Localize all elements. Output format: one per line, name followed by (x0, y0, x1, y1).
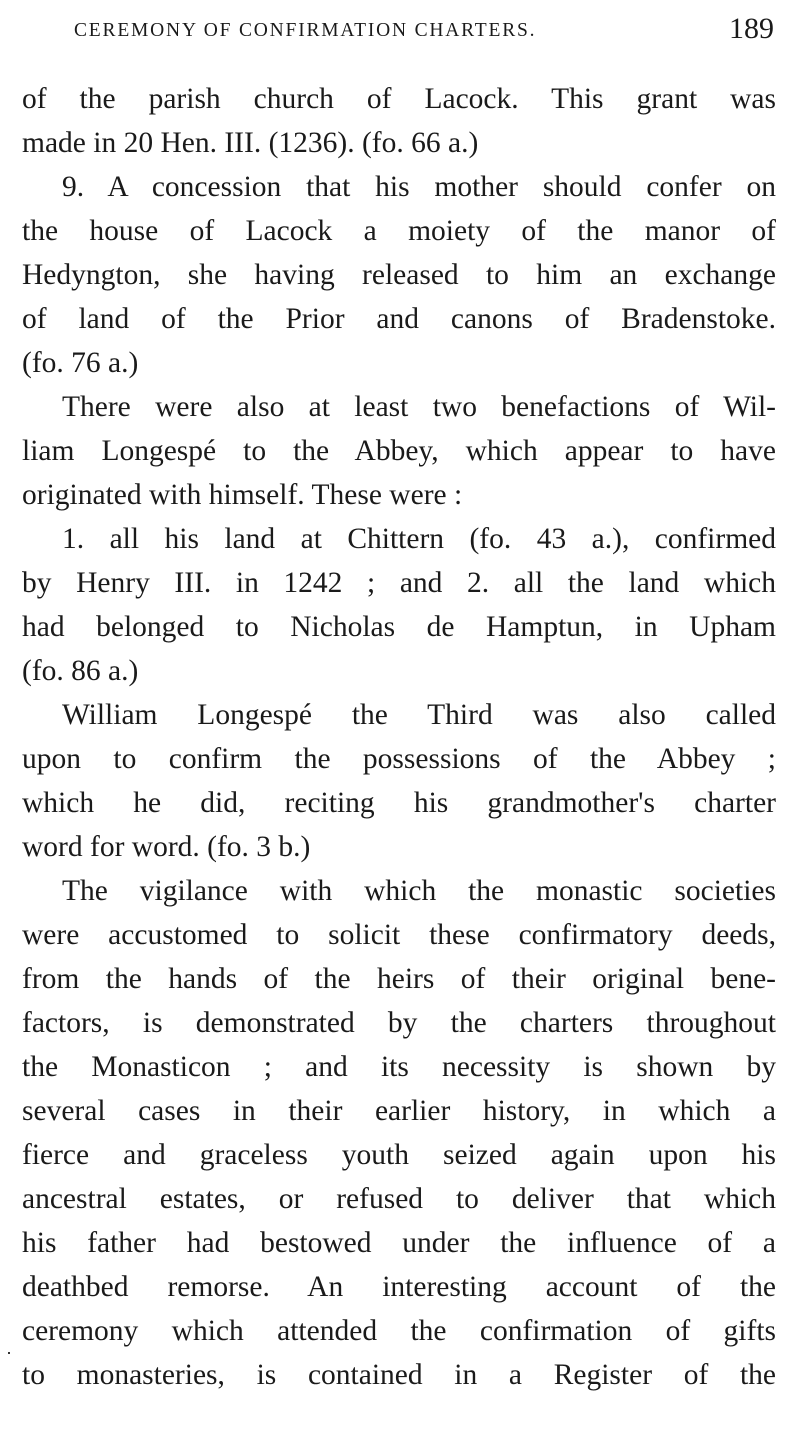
text-line: (fo. 76 a.) (22, 347, 139, 379)
text-line: the house of Lacock a moiety of the manor of (22, 215, 776, 247)
text-line: factors, is demonstrated by the charters throughout (22, 1007, 776, 1039)
text-line: There were also at least two benefactions of Wil- (62, 391, 776, 423)
text-line: William Longespé the Third was also called (62, 699, 776, 731)
text-line: ancestral estates, or refused to deliver that which (22, 1183, 776, 1215)
text-line: upon to confirm the possessions of the Abbey ; (22, 743, 776, 775)
print-speck (8, 1352, 10, 1354)
text-line: originated with himself. These were : (22, 479, 463, 511)
text-line: (fo. 86 a.) (22, 655, 139, 687)
text-line: made in 20 Hen. III. (1236). (fo. 66 a.) (22, 127, 479, 159)
text-line: the Monasticon ; and its necessity is shown by (22, 1051, 776, 1083)
text-line: several cases in their earlier history, in which a (22, 1095, 776, 1127)
page-number: 189 (729, 12, 774, 45)
text-line: liam Longespé to the Abbey, which appear to have (22, 435, 776, 467)
text-line: to monasteries, is contained in a Register of the (22, 1359, 776, 1391)
text-line: 9. A concession that his mother should confer on (62, 171, 776, 203)
text-line: Hedyngton, she having released to him an exchange (22, 259, 776, 291)
text-line: had belonged to Nicholas de Hamptun, in Upham (22, 611, 776, 643)
text-line: The vigilance with which the monastic societies (62, 875, 776, 907)
text-line: word for word. (fo. 3 b.) (22, 831, 311, 863)
text-line: which he did, reciting his grandmother's charter (22, 787, 776, 819)
text-line: by Henry III. in 1242 ; and 2. all the land which (22, 567, 776, 599)
text-line: fierce and graceless youth seized again upon his (22, 1139, 776, 1171)
running-head (74, 12, 774, 46)
text-line: from the hands of the heirs of their original bene- (22, 963, 776, 995)
text-line: of land of the Prior and canons of Bradenstoke. (22, 303, 776, 335)
text-line: of the parish church of Lacock. This grant was (22, 83, 776, 115)
text-line: ceremony which attended the confirmation of gifts (22, 1315, 776, 1347)
text-line: deathbed remorse. An interesting account of the (22, 1271, 776, 1303)
text-line: his father had bestowed under the influence of a (22, 1227, 776, 1259)
running-title: CEREMONY OF CONFIRMATION CHARTERS. (74, 20, 537, 41)
text-line: 1. all his land at Chittern (fo. 43 a.), confirmed (62, 523, 776, 555)
text-line: were accustomed to solicit these confirmatory deeds, (22, 919, 776, 951)
